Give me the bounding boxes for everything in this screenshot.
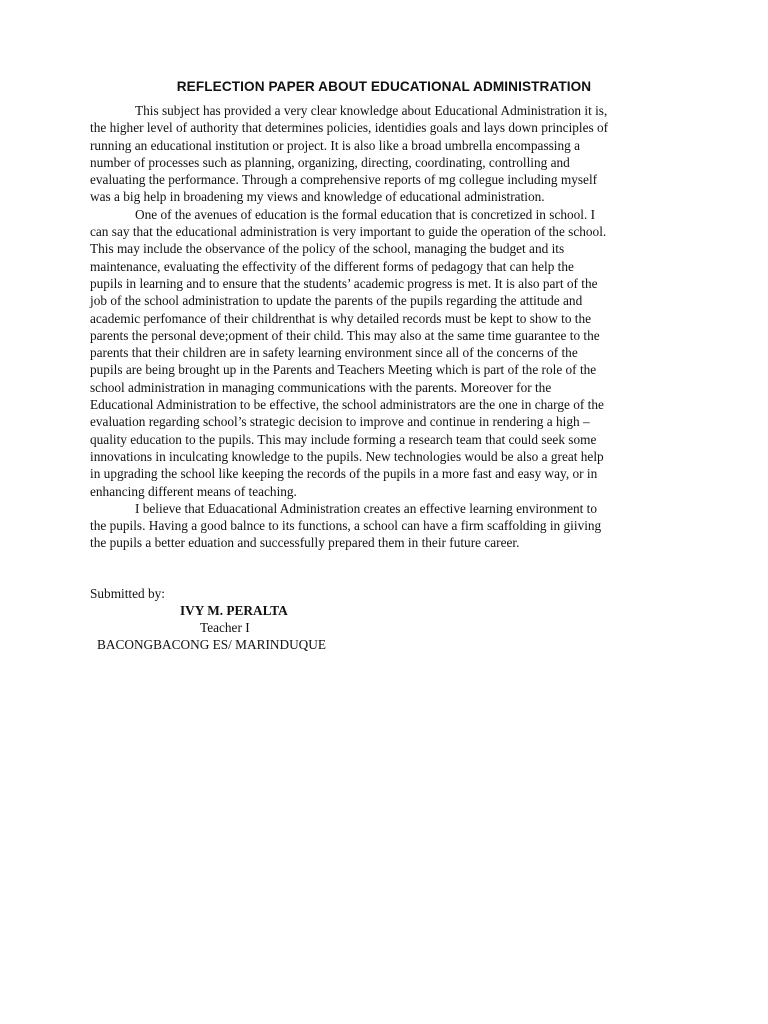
- paragraph-line: the pupils. Having a good balnce to its functions, a school can have a firm scaffolding in giiving: [90, 518, 602, 534]
- paragraph-line: the pupils a better eduation and successfully prepared them in their future career.: [90, 535, 520, 551]
- paragraph-line: school administration in managing communications with the parents. Moreover for the: [90, 379, 552, 395]
- paragraph-line: quality education to the pupils. This may include forming a research team that could seek some: [90, 431, 597, 447]
- paragraph-line: academic perfomance of their childrenthat is why detailed records must be kept to show to the: [90, 310, 592, 326]
- paragraph-line: I believe that Eduacational Administration creates an effective learning environment to: [135, 500, 598, 516]
- paragraph-line: can say that the educational administration is very important to guide the operation of the school.: [90, 224, 607, 240]
- paragraph-line: parents the personal deve;opment of their child. This may also at the same time guarantee to the: [90, 327, 600, 343]
- paragraph-line: pupils in learning and to ensure that the students’ academic progress is met. It is also part of the: [90, 275, 598, 291]
- paragraph-line: Educational Administration to be effective, the school administrators are the one in charge of the: [90, 397, 604, 413]
- paragraph-line: parents that their children are in safety learning environment since all of the concerns of the: [90, 345, 578, 361]
- paragraph-line: evaluation regarding school’s strategic decision to improve and continue in rendering a high –: [90, 414, 590, 430]
- paragraph-line: evaluating the performance. Through a comprehensive reports of mg collegue including myself: [90, 172, 598, 188]
- paragraph-line: This subject has provided a very clear knowledge about Educational Administration it is,: [135, 103, 608, 118]
- paragraph-line: enhancing different means of teaching.: [90, 483, 297, 499]
- paragraph-line: innovations in inculcating knowledge to the pupils. New technologies would be also a great help: [90, 448, 604, 464]
- paragraph-line: running an educational institution or project. It is also like a broad umbrella encompassing a: [90, 137, 581, 153]
- document-title: REFLECTION PAPER ABOUT EDUCATIONAL ADMINISTRATION: [176, 79, 592, 94]
- paragraph-line: job of the school administration to update the parents of the pupils regarding the attitude and: [90, 293, 583, 309]
- paragraph-line: was a big help in broadening my views and knowledge of educational administration.: [90, 189, 545, 205]
- author-school: BACONGBACONG ES/ MARINDUQUE: [97, 637, 327, 652]
- paragraph-line: This may include the observance of the policy of the school, managing the budget and its: [90, 241, 565, 257]
- author-role: Teacher I: [200, 620, 250, 635]
- paragraph-line: the higher level of authority that determines policies, identidies goals and lays down principles of: [90, 120, 609, 136]
- paragraph-line: maintenance, evaluating the effectivity of the different forms of pedagogy that can help the: [90, 258, 574, 274]
- paragraph-line: number of processes such as planning, organizing, directing, coordinating, controlling and: [90, 154, 570, 170]
- paragraph-line: One of the avenues of education is the formal education that is concretized in school. I: [135, 206, 596, 222]
- submitted-by-label: Submitted by:: [90, 586, 165, 601]
- signature-block: [90, 585, 490, 653]
- paragraph-line: pupils are being brought up in the Parents and Teachers Meeting which is part of the role of the: [90, 362, 597, 378]
- author-name: IVY M. PERALTA: [180, 603, 288, 618]
- paragraph-line: in upgrading the school like keeping the records of the pupils in a more fast and easy way, or in: [90, 466, 598, 482]
- document-body: [90, 102, 690, 552]
